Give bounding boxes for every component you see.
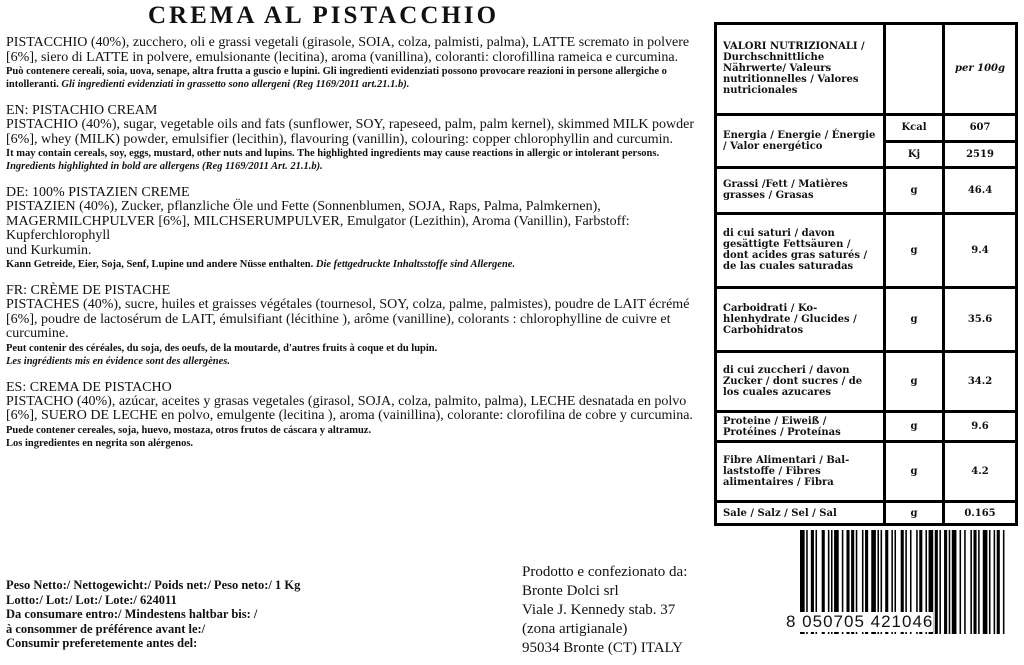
kj-unit: Kj	[885, 141, 944, 168]
de-allergen-italic: Die fettgedruckte Inhaltsstoffe sind Allergene.	[315, 259, 516, 270]
producer-line-3: Viale J. Kennedy stab. 37	[522, 602, 676, 618]
barcode-bar	[939, 530, 941, 634]
it-allergen-note	[6, 65, 706, 91]
nutrition-header: VALORI NUTRIZIONALI / Durchschnittliche Nährwerte/ Valeurs nutritionnelles / Valores nutricionales	[716, 24, 885, 115]
fr-allergen-italic-text: Les ingrédients mis en évidence sont des allergènes.	[6, 355, 230, 367]
barcode-bar	[989, 530, 991, 634]
nutrition-table	[714, 22, 1018, 526]
de-heading: DE: 100% PISTAZIEN CREME	[6, 185, 190, 200]
net-weight: Peso Netto:/ Nettogewicht:/ Poids net:/ Peso neto:/ 1 Kg	[6, 578, 301, 592]
barcode-bar	[970, 530, 972, 634]
fat-label: Grassi /Fett / Matières grasses / Grasas	[716, 168, 885, 213]
fr-allergen-italic	[6, 355, 706, 368]
barcode-bar	[960, 530, 962, 634]
protein-label: Proteine / Eiweiß / Protéines / Proteínas	[716, 411, 885, 442]
it-ingredients: PISTACCHIO (40%), zucchero, oli e grassi vegetali (girasole, SOIA, colza, palmisti, palma), LATTE scremato in polvere [6%], siero di LATTE in polvere, emulsionante (lecitina), aroma (vanillina), coloranti: clorofillina rameica e curcumina.	[6, 35, 690, 65]
barcode-bar	[935, 530, 938, 634]
en-allergen-note	[6, 147, 706, 173]
carbohydrate-label: Carboidrati / Ko-hlenhydrate / Glucides / Carbohidratos	[716, 287, 885, 351]
kcal-unit: Kcal	[885, 114, 944, 141]
fat-value: 46.4	[944, 168, 1017, 213]
barcode-number: 8 050705 421046	[786, 612, 934, 631]
energy-label: Energia / Energie / Énergie / Valor energético	[716, 114, 885, 168]
kcal-value: 607	[944, 114, 1017, 141]
barcode-bar	[949, 530, 951, 634]
salt-unit: g	[885, 502, 944, 525]
salt-value: 0.165	[944, 502, 1017, 525]
barcode-bar	[997, 530, 1000, 634]
protein-unit: g	[885, 411, 944, 442]
producer-line-5: 95034 Bronte (CT) ITALY	[522, 640, 684, 656]
per-100g: per 100g	[944, 24, 1017, 115]
carbohydrate-unit: g	[885, 287, 944, 351]
barcode-bar	[994, 530, 996, 634]
producer-line-2: Bronte Dolci srl	[522, 583, 619, 599]
fat-unit: g	[885, 168, 944, 213]
barcode-bar	[952, 530, 957, 634]
ingredients-panel	[6, 36, 706, 450]
de-ingredients: PISTAZIEN (40%), Zucker, pflanzliche Öle und Fette (Sonnenblumen, SOJA, Raps, Palma, Palmkernen), MAGERMILCHPULVER [6%], MILCHSERUMPULVER, Emulgator (Lezithin), Aroma (Vanillin), Farbstoff: Kupferchlorophyll	[6, 199, 630, 243]
es-allergen-bold: Los ingredientes en negrita son alérgenos.	[6, 437, 194, 449]
salt-label: Sale / Salz / Sel / Sal	[716, 502, 885, 525]
expiry-line-1: Da consumare entro:/ Mindestens haltbar bis: /	[6, 607, 258, 621]
fibre-unit: g	[885, 442, 944, 502]
it-allergen-italic: Gli ingredienti evidenziati in grassetto sono allergeni (Reg 1169/2011 art.21.1.b).	[61, 79, 410, 90]
fibre-label: Fibre Alimentari / Bal-laststoffe / Fibres alimentaires / Fibra	[716, 442, 885, 502]
product-info	[6, 578, 506, 651]
de-allergen-note	[6, 258, 706, 271]
barcode-bar	[1003, 530, 1005, 634]
sugars-value: 34.2	[944, 351, 1017, 411]
es-allergen-note: Puede contener cereales, soja, huevo, mostaza, otros frutos de cáscara y altramuz.	[6, 424, 372, 436]
en-heading: EN: PISTACHIO CREAM	[6, 103, 158, 118]
es-heading: ES: CREMA DE PISTACHO	[6, 379, 172, 395]
producer-block	[522, 563, 687, 658]
en-ingredients: PISTACHIO (40%), sugar, vegetable oils and fats (sunflower, SOY, rapeseed, palm, palm kernel), skimmed MILK powder [6%], whey (MILK) powder, emulsifier (lecithin), flavouring (vanillin), colouring: copper chlorophyllin and curcumin.	[6, 117, 695, 147]
es-ingredients: PISTACHO (40%), azúcar, aceites y grasas vegetales (girasol, SOJA, colza, palmito, palma), LECHE desnatada en polvo [6%], SUERO DE LECHE en polvo, emulgente (lecitina ), aroma (vainillina), colorante: clorofilina de cobre y curcumina.	[6, 393, 693, 423]
producer-line-1: Prodotto e confezionato da:	[522, 564, 688, 580]
sugars-unit: g	[885, 351, 944, 411]
sugars-label: di cui zuccheri / davon Zucker / dont sucres / de los cuales azucares	[716, 351, 885, 411]
it-allergen-text: Può contenere cereali, soia, uova, senape, altra frutta a guscio e lupini. Gli ingredienti evidenziati possono provocare reazioni in persone allergiche o intolleranti.	[6, 66, 667, 90]
protein-value: 9.6	[944, 411, 1017, 442]
producer-line-4: (zona artigianale)	[522, 621, 628, 637]
barcode-bar	[978, 530, 980, 634]
barcode-bar	[973, 530, 976, 634]
product-title: CREMA AL PISTACCHIO	[148, 2, 500, 29]
saturated-value: 9.4	[944, 213, 1017, 287]
en-allergen-italic: Ingredients highlighted in bold are allergens (Reg 1169/2011 Art. 21.1.b).	[6, 161, 323, 172]
barcode-bar	[944, 530, 947, 634]
expiry-line-2: à consommer de préférence avant le:/	[6, 621, 206, 636]
barcode-bar	[983, 530, 988, 634]
barcode-bar	[964, 530, 966, 634]
de-allergen-text: Kann Getreide, Eier, Soja, Senf, Lupine und andere Nüsse enthalten.	[6, 259, 314, 270]
en-allergen-text: It may contain cereals, soy, eggs, mustard, other nuts and lupins. The highlighted ingredients may cause reactions in allergic or intolerant persons.	[6, 148, 660, 159]
de-ingredients-end: und Kurkumin.	[6, 242, 92, 258]
saturated-label: di cui saturi / davon gesättigte Fettsäuren / dont acides gras saturés / de las cuales saturadas	[716, 213, 885, 287]
fr-ingredients: PISTACHES (40%), sucre, huiles et graisses végétales (tournesol, SOY, colza, palme, palmistes), poudre de LAIT écrémé [6%], poudre de lactosérum de LAIT, émulsifiant (lécithine ), arôme (vanilline), colorants : chlorophylline de cuivre et curcumine.	[6, 297, 690, 341]
lot-number: Lotto:/ Lot:/ Lot:/ Lote:/ 624011	[6, 592, 177, 607]
carbohydrate-value: 35.6	[944, 287, 1017, 351]
saturated-unit: g	[885, 213, 944, 287]
fr-heading: FR: CRÈME DE PISTACHE	[6, 283, 171, 298]
fr-allergen-note: Peut contenir des céréales, du soja, des oeufs, de la moutarde, d'autres fruits à coque et du lupin.	[6, 342, 438, 354]
expiry-line-3: Consumir preferetemente antes del:	[6, 636, 198, 650]
kj-value: 2519	[944, 141, 1017, 168]
fibre-value: 4.2	[944, 442, 1017, 502]
